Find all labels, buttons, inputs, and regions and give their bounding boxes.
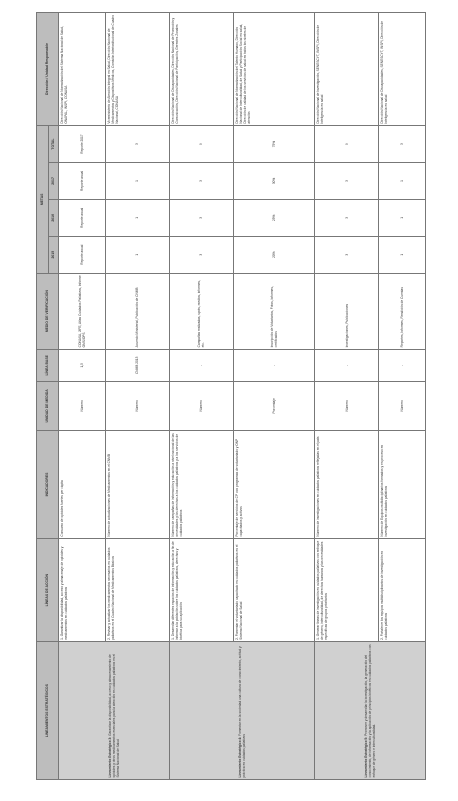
indicador-cell: Consumo de opioides fuertes per cápita bbox=[59, 430, 106, 538]
meta-total-cell: 9 bbox=[315, 126, 379, 163]
header-total: TOTAL bbox=[49, 126, 59, 163]
lineamiento-text: Promover y desarrollar la investigación, la generación del conocimiento, de información y la aplicación de principios bioéticos en cuidados paliativos con enfoque de género e interculturalidad. bbox=[364, 644, 376, 778]
medio-cell: Acuerdo Ministerial, Publicación de CNMB bbox=[105, 273, 169, 349]
meta-2017-cell: Reporte anual bbox=[59, 163, 106, 200]
header-responsable: Dirección / Unidad Responsable bbox=[37, 13, 59, 126]
accion-cell: 2. Revisar y actualizar los medicamentos necesarios en cuidados paliativos en el Cuadro Nacional de Medicamentos Básicos bbox=[105, 539, 169, 642]
meta-2017-cell: 1 bbox=[379, 163, 426, 200]
meta-2016-cell: 3 bbox=[315, 199, 379, 236]
meta-2017-cell: 3 bbox=[315, 163, 379, 200]
medio-cell: Inscripción de Voluntarios, Fotos, Informes, certificados bbox=[233, 273, 314, 349]
linea-base-cell: - bbox=[315, 349, 379, 381]
lineamiento-text: Garantizar la disponibilidad, acceso y almacenamiento de opioides y otros medicamentos esenciales para la atención en cuidados paliativos en el Sistema Nacional de Salud bbox=[107, 653, 120, 778]
table-header bbox=[37, 13, 59, 780]
medio-cell: Reportes, Informes, Rendición de Cuentas bbox=[379, 273, 426, 349]
table-row bbox=[59, 13, 106, 780]
unidad-cell: Número bbox=[315, 381, 379, 430]
accion-cell: 2. Fomentar el voluntariado capacitado en cuidados paliativos en el Sistema Nacional de Salud bbox=[233, 539, 314, 642]
medio-cell: Investigaciones, Publicaciones bbox=[315, 273, 379, 349]
linea-base-cell: CNMB 2013 bbox=[105, 349, 169, 381]
meta-2017-cell: 3 bbox=[169, 163, 233, 200]
header-metas: METAS bbox=[37, 126, 49, 274]
unidad-cell: Porcentaje bbox=[233, 381, 314, 430]
linea-base-cell: - bbox=[379, 349, 426, 381]
indicador-cell: Número de actualizaciones de Medicamentos en el CNMB bbox=[105, 430, 169, 538]
indicador-cell: Porcentaje de servicios de CP con programas de voluntariado y ONP capacitados y activos bbox=[233, 430, 314, 538]
accion-cell: 1. Garantizar la disponibilidad, acceso y almacenaje de opioides y medicamentos en cuidados paliativos bbox=[59, 539, 106, 642]
meta-total-cell: 3 bbox=[379, 126, 426, 163]
responsable-cell: Dirección Nacional de Discapacidades, Dirección Nacional de Promoción y Comunicación, Dirección Nacional de Participación, Gerentes Zonales bbox=[169, 13, 233, 126]
header-year-2015: 2015 bbox=[49, 236, 59, 273]
responsable-cell: Dirección Nacional de Normatización del Talento Humano, Dirección Nacional de Interculturalidad, de Salud y Participación Social en salud, Dirección de calidad de los servicios de salud en todos los niveles de atención bbox=[233, 13, 314, 126]
medio-cell: Campañas realizadas, spots, medios, informes, etc. bbox=[169, 273, 233, 349]
responsable-cell: Dirección Nacional de Investigación, SENESCYT, INSPI, Dirección de Inteligencia en salud bbox=[315, 13, 379, 126]
unidad-cell: Número bbox=[379, 381, 426, 430]
header-medio-verificacion: MEDIO DE VERIFICACIÓN bbox=[37, 273, 59, 349]
indicador-cell: Número de campañas de información y educación a nivel nacional de las necesidades y los derechos a los cuidados paliativos y a los servicios de cuidados paliativos bbox=[169, 430, 233, 538]
meta-total-cell: 9 bbox=[169, 126, 233, 163]
indicador-cell: Número de investigaciones en cuidados paliativos reflejadas en el país bbox=[315, 430, 379, 538]
header-linea-base: LÍNEA BASE bbox=[37, 349, 59, 381]
lineamiento-cell bbox=[315, 642, 426, 780]
meta-2015-cell: 1 bbox=[379, 236, 426, 273]
lineamiento-cell bbox=[169, 642, 314, 780]
meta-2016-cell: Reporte anual bbox=[59, 199, 106, 236]
responsable-cell: Dirección Nacional de Discapacidades, SENESCYT, INSPI, Dirección de Inteligencia en salud bbox=[379, 13, 426, 126]
header-lineas-accion: LÍNEAS DE ACCIÓN bbox=[37, 539, 59, 642]
indicador-cell: Número de Equipos multidisciplinarios formados y en proceso en investigación en cuidados paliativos bbox=[379, 430, 426, 538]
meta-2017-cell: 30% bbox=[233, 163, 314, 200]
meta-2016-cell: 1 bbox=[105, 199, 169, 236]
meta-2016-cell: 25% bbox=[233, 199, 314, 236]
meta-2017-cell: 1 bbox=[105, 163, 169, 200]
responsable-cell: Viceministerio de Atención Integral en Salud, Dirección Nacional de Medicamentos y Dispositivos Médicos, Comisión Interinstitucional de Cuadro Nacional, CONASA bbox=[105, 13, 169, 126]
header-indicadores: INDICADORES bbox=[37, 430, 59, 538]
table-body bbox=[59, 13, 426, 780]
meta-2015-cell: Reporte anual bbox=[59, 236, 106, 273]
header-lineamientos: LINEAMIENTOS ESTRATÉGICOS bbox=[37, 642, 59, 780]
meta-total-cell: 3 bbox=[105, 126, 169, 163]
accion-cell: 2. Fortalecer los equipos multidisciplinarios de investigación en cuidados paliativos bbox=[379, 539, 426, 642]
table-row bbox=[169, 13, 233, 780]
header-unidad-medida: UNIDAD DE MEDIDA bbox=[37, 381, 59, 430]
lineamiento-title: Lineamiento Estratégico 5: bbox=[364, 736, 368, 778]
unidad-cell: Número bbox=[59, 381, 106, 430]
lineamiento-title: Lineamiento Estratégico 4: bbox=[237, 736, 242, 778]
table-row bbox=[315, 13, 379, 780]
meta-2015-cell: 20% bbox=[233, 236, 314, 273]
lineamiento-text: Fomentar en la sociedad una cultura de conocimiento, actitud y práctica en cuidados paliativos bbox=[237, 646, 246, 778]
meta-total-cell: Reporte 2017 bbox=[59, 126, 106, 163]
medio-cell: CONASA, JIFE, Atlas Cuidados Paliativos, Informe OMS/OPS bbox=[59, 273, 106, 349]
meta-2015-cell: 3 bbox=[315, 236, 379, 273]
lineamiento-title: Lineamiento Estratégico 3: bbox=[107, 736, 112, 778]
accion-cell: 1. Generar líneas de investigación en cuidados paliativos con enfoque de género, interculturalidad, de derechos humanos y las necesidades específicas de grupos prioritarios bbox=[315, 539, 379, 642]
meta-2015-cell: 1 bbox=[105, 236, 169, 273]
meta-2016-cell: 3 bbox=[169, 199, 233, 236]
header-year-2017: 2017 bbox=[49, 163, 59, 200]
lineamiento-cell bbox=[59, 642, 170, 780]
meta-2016-cell: 1 bbox=[379, 199, 426, 236]
linea-base-cell: - bbox=[233, 349, 314, 381]
accion-cell: 1. Desarrollar diferentes espacios de información y educación a fin de informar a la población sobre los cuidados paliativos, derechos y bioética para su aplicación bbox=[169, 539, 233, 642]
header-year-2016: 2016 bbox=[49, 199, 59, 236]
rotated-table-wrapper bbox=[36, 12, 426, 780]
responsable-cell: Dirección Nacional de Normatización del Sistema Nacional de Salud, ONAPAL, INSPI, CONASA bbox=[59, 13, 106, 126]
linea-base-cell: - bbox=[169, 349, 233, 381]
strategic-lines-table bbox=[36, 12, 426, 780]
unidad-cell: Número bbox=[169, 381, 233, 430]
unidad-cell: Número bbox=[105, 381, 169, 430]
linea-base-cell: 1,5 bbox=[59, 349, 106, 381]
meta-total-cell: 75% bbox=[233, 126, 314, 163]
meta-2015-cell: 3 bbox=[169, 236, 233, 273]
